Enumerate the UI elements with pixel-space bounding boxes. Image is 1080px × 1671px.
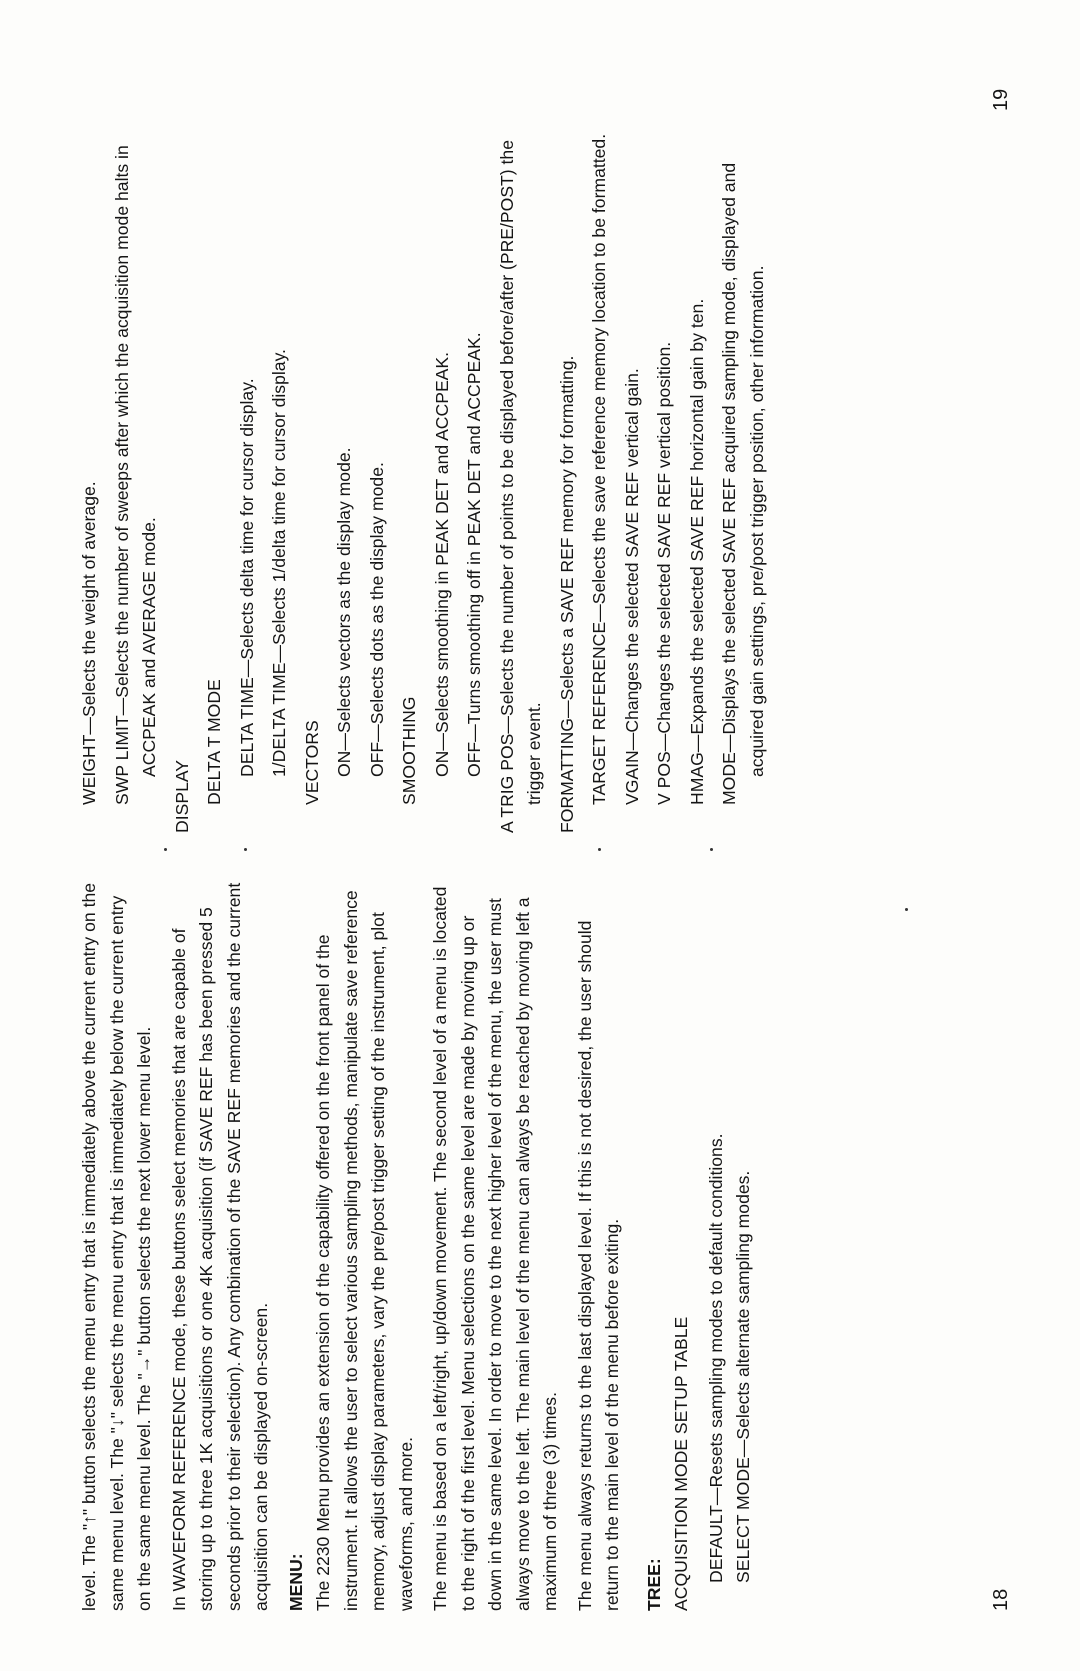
- menu-tree-item: OFF—Selects dots as the display mode.: [366, 462, 387, 777]
- paragraph-waveform-reference: In WAVEFORM REFERENCE mode, these buttons select memories that are capable of storing up to three 1K acquisitions or one 4K acquisition (if SAVE REF has been pressed 5 seconds prior to their selection). Any combination of the SAVE REF memories and the current acquisition can be displayed on-screen.: [168, 882, 271, 1611]
- scan-speck: [244, 848, 247, 851]
- menu-tree-item: ON—Selects vectors as the display mode.: [334, 447, 354, 777]
- tree-heading: TREE:: [643, 1558, 664, 1611]
- menu-tree-item: MODE—Displays the selected SAVE REF acquired sampling mode, displayed and acquired gain settings, pre/post trigger position, other information.: [719, 162, 767, 805]
- scan-speck: [710, 848, 713, 851]
- right-page-column: [76, 98, 776, 833]
- paragraph-menu-intro: The 2230 Menu provides an extension of the capability offered on the front panel of the instrument. It allows the user to select various sampling methods, manipulate save reference memory, adjust display parameters, vary the pre/post trigger setting of the instrument, plot waveforms, and more.: [313, 890, 416, 1611]
- paragraph-button-navigation: level. The "↑" button selects the menu entry that is immediately above the current entry on the same menu level. The "↓" selects the menu entry that is immediately below the current entry on the same menu level. The "→" button selects the next lower menu level.: [79, 882, 154, 1611]
- menu-tree-item: FORMATTING—Selects a SAVE REF memory for formatting.: [556, 355, 577, 833]
- scan-speck: [164, 848, 167, 851]
- menu-tree-item: V POS—Changes the selected SAVE REF vertical position.: [654, 341, 674, 805]
- tree-item-select-mode: SELECT MODE—Selects alternate sampling modes.: [733, 1170, 753, 1583]
- menu-tree-item: OFF—Turns smoothing off in PEAK DET and ACCPEAK.: [464, 332, 484, 777]
- menu-tree-item: DELTA T MODE: [204, 679, 224, 805]
- left-page-column: [76, 876, 758, 1611]
- menu-tree-item: 1/DELTA TIME—Selects 1/delta time for cursor display.: [269, 349, 289, 777]
- page-number-right: 19: [990, 88, 1012, 111]
- menu-tree-item: WEIGHT—Selects the weight of average.: [79, 481, 99, 805]
- tree-title: ACQUISITION MODE SETUP TABLE: [671, 1316, 691, 1611]
- menu-tree-item: ON—Selects smoothing in PEAK DET and ACCPEAK.: [431, 351, 452, 777]
- menu-tree-item: DELTA TIME—Selects delta time for cursor display.: [236, 378, 257, 777]
- menu-tree-item: TARGET REFERENCE—Selects the save reference memory location to be formatted.: [589, 133, 609, 805]
- tree-item-default: DEFAULT—Resets sampling modes to default conditions.: [705, 1133, 726, 1583]
- menu-tree-item: HMAG—Expands the selected SAVE REF horizontal gain by ten.: [686, 298, 707, 805]
- menu-heading: MENU:: [285, 1553, 306, 1611]
- scan-speck: [905, 908, 908, 911]
- menu-tree-item: VECTORS: [301, 720, 322, 805]
- menu-tree-item: VGAIN—Changes the selected SAVE REF vertical gain.: [621, 368, 642, 805]
- scan-speck: [598, 848, 601, 851]
- menu-tree-item: DISPLAY: [171, 759, 192, 833]
- menu-tree-item: SMOOTHING: [399, 696, 419, 805]
- menu-tree-item: SWP LIMIT—Selects the number of sweeps after which the acquisition mode halts in ACCPEAK and AVERAGE mode.: [111, 145, 159, 805]
- page-number-left: 18: [990, 1588, 1012, 1611]
- paragraph-menu-return: The menu always returns to the last displayed level. If this is not desired, the user should return to the main level of the menu before exiting.: [574, 920, 622, 1611]
- paragraph-menu-movement: The menu is based on a left/right, up/down movement. The second level of a menu is located to the right of the first level. Menu selections on the same level are made by moving up or down in the same level. In order to move to the next higher level of the menu, the user must always move to the left. The main level of the menu can always be reached by moving left a maximum of three (3) times.: [430, 886, 560, 1611]
- menu-tree-item: A TRIG POS—Selects the number of points to be displayed before/after (PRE/POST) the trigger event.: [496, 139, 544, 833]
